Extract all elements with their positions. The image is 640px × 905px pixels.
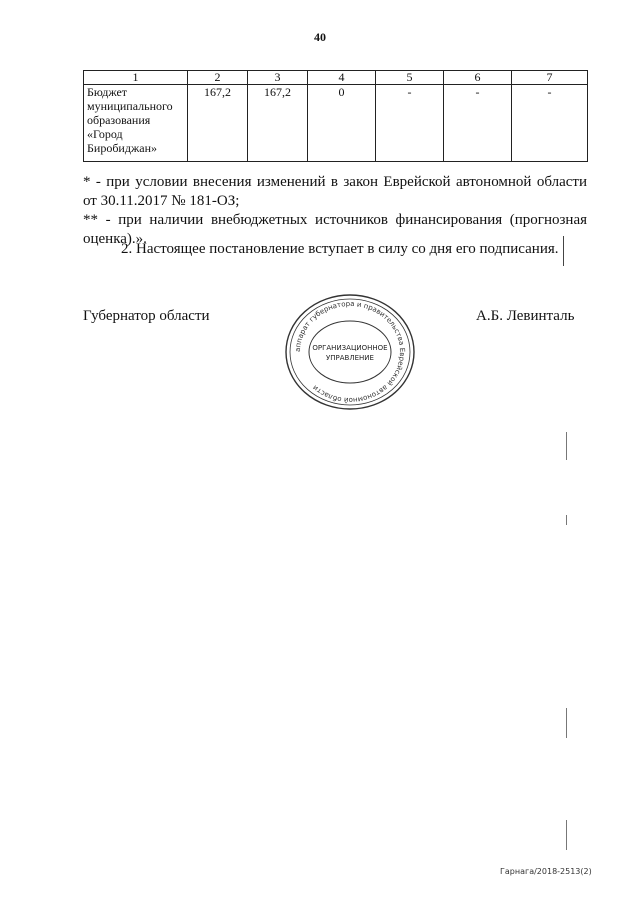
footnote-1-line-2: от 30.11.2017 № 181-ОЗ; <box>83 193 240 209</box>
table-row <box>84 85 588 162</box>
footnote-2-line-2: оценка).». <box>83 231 147 247</box>
table-cell: - <box>512 85 588 162</box>
table-cell: - <box>376 85 444 162</box>
footnote-2-line-1: ** - при наличии внебюджетных источников финансирования (прогнозная <box>83 212 587 228</box>
footnote-1-line-1: * - при условии внесения изменений в закон Еврейской автономной области <box>83 174 587 190</box>
table-cell: 0 <box>308 85 376 162</box>
table-header-cell: 1 <box>84 71 188 85</box>
table-cell: 167,2 <box>188 85 248 162</box>
margin-mark <box>566 515 567 525</box>
signatory-title: Губернатор области <box>83 308 210 324</box>
page-number: 40 <box>314 30 326 44</box>
signatory-name: А.Б. Левинталь <box>476 308 575 324</box>
table-header-cell: 4 <box>308 71 376 85</box>
table-cell: - <box>444 85 512 162</box>
margin-mark <box>566 432 567 460</box>
margin-mark <box>566 820 567 850</box>
stamp-ring-text: аппарат губернатора и правительства Еврейской автономной области <box>293 299 407 405</box>
document-code: Гарнага/2018-2513(2) <box>500 867 592 876</box>
effective-date-paragraph: 2. Настоящее постановление вступает в силу со дня его подписания. <box>121 241 559 257</box>
table-header-cell: 6 <box>444 71 512 85</box>
table-header-cell: 7 <box>512 71 588 85</box>
table-header-row <box>84 71 588 85</box>
table-cell-budget-name: Бюджет муниципального образования «Город Биробиджан» <box>84 85 188 162</box>
table-header-cell: 5 <box>376 71 444 85</box>
table-cell: 167,2 <box>248 85 308 162</box>
table-header-cell: 2 <box>188 71 248 85</box>
margin-bar <box>563 236 564 266</box>
budget-table <box>83 70 588 162</box>
table-header-cell: 3 <box>248 71 308 85</box>
stamp-seal <box>283 292 417 412</box>
margin-mark <box>566 708 567 738</box>
stamp-center-line-1: ОРГАНИЗАЦИОННОЕ <box>312 344 388 352</box>
official-stamp <box>283 292 417 417</box>
stamp-center-line-2: УПРАВЛЕНИЕ <box>326 354 374 362</box>
